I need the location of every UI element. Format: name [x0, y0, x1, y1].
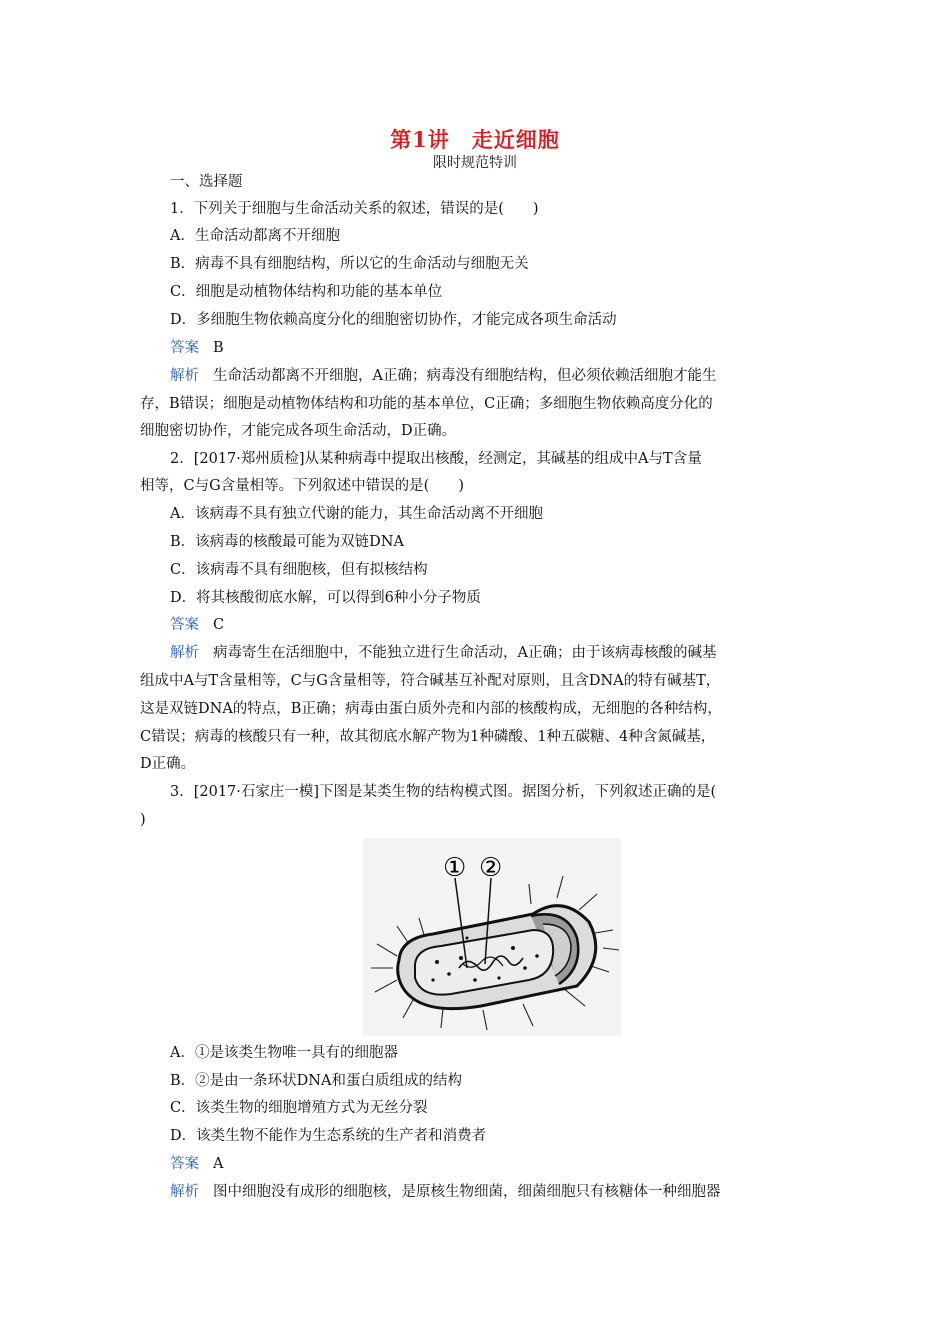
- page-subtitle: 限时规范特训: [433, 155, 517, 171]
- figure-label-2: ②: [479, 853, 503, 883]
- q3-answer: [170, 1154, 223, 1174]
- analysis-tag: 解析: [170, 368, 199, 384]
- q1-option-c: C．细胞是动植物体结构和功能的基本单位: [170, 284, 443, 300]
- q2-option-b: B．该病毒的核酸最可能为双链DNA: [170, 534, 404, 550]
- q1-analysis-line-2: 存，B错误；细胞是动植物体结构和功能的基本单位，C正确；多细胞生物依赖高度分化的: [140, 396, 713, 412]
- q1-option-b: B．病毒不具有细胞结构，所以它的生命活动与细胞无关: [170, 256, 529, 272]
- bacterium-diagram: [363, 838, 621, 1036]
- q2-option-a: A．该病毒不具有独立代谢的能力，其生命活动离不开细胞: [170, 506, 543, 522]
- q2-analysis-line-5: D正确。: [140, 756, 196, 772]
- q2-option-d: D．将其核酸彻底水解，可以得到6种小分子物质: [170, 590, 481, 606]
- q1-stem: 1．下列关于细胞与生命活动关系的叙述，错误的是( ): [170, 201, 539, 217]
- section-heading: 一、选择题: [170, 174, 243, 190]
- q3-option-c: C．该类生物的细胞增殖方式为无丝分裂: [170, 1100, 428, 1116]
- q1-answer: [170, 338, 224, 358]
- q2-analysis-line-2: 组成中A与T含量相等，C与G含量相等，符合碱基互补配对原则，且含DNA的特有碱基T，: [140, 673, 721, 689]
- q3-answer-value: A: [213, 1156, 224, 1172]
- q3-option-a: A．①是该类生物唯一具有的细胞器: [170, 1045, 398, 1061]
- q1-analysis-line-1: [170, 366, 716, 386]
- answer-tag: 答案: [170, 1156, 199, 1172]
- q2-analysis-line-4: C错误；病毒的核酸只有一种，故其彻底水解产物为1种磷酸、1种五碳糖、4种含氮碱基，: [140, 729, 716, 745]
- q2-analysis-line-1: [170, 643, 716, 663]
- q3-analysis-text-1: 图中细胞没有成形的细胞核，是原核生物细菌，细菌细胞只有核糖体一种细胞器: [213, 1184, 721, 1200]
- q2-option-c: C．该病毒不具有细胞核，但有拟核结构: [170, 562, 428, 578]
- q3-option-d: D．该类生物不能作为生态系统的生产者和消费者: [170, 1128, 487, 1144]
- q2-analysis-line-3: 这是双链DNA的特点，B正确；病毒由蛋白质外壳和内部的核酸构成，无细胞的各种结构，: [140, 701, 722, 717]
- answer-tag: 答案: [170, 617, 199, 633]
- analysis-tag: 解析: [170, 1184, 199, 1200]
- q1-answer-value: B: [213, 340, 224, 356]
- q2-stem-line-1: 2．[2017·郑州质检]从某种病毒中提取出核酸，经测定，其碱基的组成中A与T含量: [170, 451, 702, 467]
- answer-tag: 答案: [170, 340, 199, 356]
- q2-answer: [170, 615, 224, 635]
- q3-stem-line-1: 3．[2017·石家庄一模]下图是某类生物的结构模式图。据图分析，下列叙述正确的是(: [170, 784, 717, 800]
- page-title: 第1讲 走近细胞: [390, 127, 560, 152]
- figure-label-1: ①: [443, 853, 467, 883]
- q3-analysis-line-1: [170, 1182, 721, 1202]
- analysis-tag: 解析: [170, 645, 199, 661]
- q3-stem-line-2: ): [140, 812, 146, 828]
- q3-option-b: B．②是由一条环状DNA和蛋白质组成的结构: [170, 1073, 462, 1089]
- q1-option-d: D．多细胞生物依赖高度分化的细胞密切协作，才能完成各项生命活动: [170, 312, 617, 328]
- q2-answer-value: C: [213, 617, 225, 633]
- q1-option-a: A．生命活动都离不开细胞: [170, 228, 340, 244]
- q2-analysis-text-1: 病毒寄生在活细胞中，不能独立进行生命活动，A正确；由于该病毒核酸的碱基: [213, 645, 717, 661]
- q1-analysis-line-3: 细胞密切协作，才能完成各项生命活动，D正确。: [140, 423, 457, 439]
- q1-analysis-text-1: 生命活动都离不开细胞，A正确；病毒没有细胞结构，但必须依赖活细胞才能生: [213, 368, 717, 384]
- q2-stem-line-2: 相等，C与G含量相等。下列叙述中错误的是( ): [140, 478, 464, 494]
